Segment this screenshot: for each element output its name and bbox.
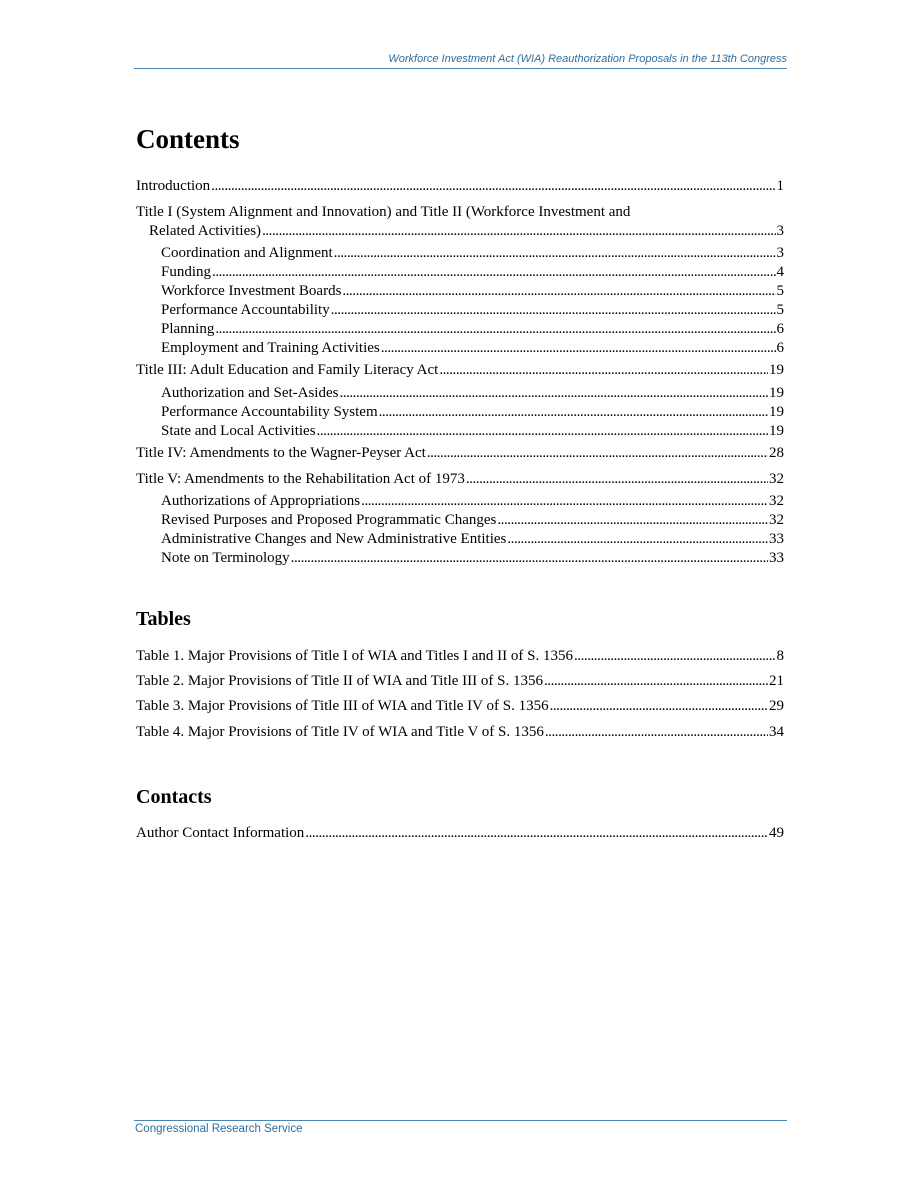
footer-rule bbox=[134, 1120, 787, 1121]
tables-heading: Tables bbox=[136, 608, 191, 630]
contents-heading: Contents bbox=[136, 124, 240, 154]
toc-entry-note-on-terminology[interactable]: Note on Terminology . . . 33 bbox=[161, 549, 784, 568]
toc-entry-coordination-and-alignment[interactable]: Coordination and Alignment . . . 3 bbox=[161, 244, 784, 263]
toc-entry-revised-purposes[interactable]: Revised Purposes and Proposed Programmatic Changes . . . 32 bbox=[161, 511, 784, 530]
toc-entry-state-and-local-activities[interactable]: State and Local Activities . . . 19 bbox=[161, 422, 784, 441]
tables-entry-table-3[interactable]: Table 3. Major Provisions of Title III of WIA and Title IV of S. 1356 . . . 29 bbox=[136, 697, 784, 716]
toc-entry-funding[interactable]: Funding . . . 4 bbox=[161, 263, 784, 282]
toc-entry-performance-accountability-system[interactable]: Performance Accountability System . . . 19 bbox=[161, 403, 784, 422]
tables-entry-table-1[interactable]: Table 1. Major Provisions of Title I of WIA and Titles I and II of S. 1356 . . . 8 bbox=[136, 647, 784, 666]
tables-entry-table-4[interactable]: Table 4. Major Provisions of Title IV of WIA and Title V of S. 1356 . . . 34 bbox=[136, 723, 784, 742]
contacts-entry-author-contact[interactable]: Author Contact Information . . . 49 bbox=[136, 824, 784, 843]
toc-entry-title-iii[interactable]: Title III: Adult Education and Family Literacy Act . . . 19 bbox=[136, 361, 784, 380]
header-rule bbox=[134, 68, 787, 69]
footer-text: Congressional Research Service bbox=[135, 1123, 303, 1135]
toc-entry-authorization-and-set-asides[interactable]: Authorization and Set-Asides . . . 19 bbox=[161, 384, 784, 403]
toc-entry-title-i-ii-line1: Title I (System Alignment and Innovation) and Title II (Workforce Investment and bbox=[136, 204, 631, 220]
toc-entry-introduction[interactable]: Introduction . . . 1 bbox=[136, 177, 784, 196]
toc-entry-title-i-ii[interactable]: Title I (System Alignment and Innovation) and Title II (Workforce Investment and Related Activities) . . . 3 bbox=[136, 203, 784, 241]
toc-entry-employment-and-training[interactable]: Employment and Training Activities . . . 6 bbox=[161, 339, 784, 358]
toc-entry-administrative-changes[interactable]: Administrative Changes and New Administrative Entities . . . 33 bbox=[161, 530, 784, 549]
toc-entry-planning[interactable]: Planning . . . 6 bbox=[161, 320, 784, 339]
contacts-heading: Contacts bbox=[136, 786, 212, 808]
toc-entry-authorizations-of-appropriations[interactable]: Authorizations of Appropriations . . . 32 bbox=[161, 492, 784, 511]
tables-entry-table-2[interactable]: Table 2. Major Provisions of Title II of WIA and Title III of S. 1356 . . . 21 bbox=[136, 672, 784, 691]
toc-entry-workforce-investment-boards[interactable]: Workforce Investment Boards . . . 5 bbox=[161, 282, 784, 301]
toc-entry-performance-accountability[interactable]: Performance Accountability . . . 5 bbox=[161, 301, 784, 320]
toc-entry-title-v[interactable]: Title V: Amendments to the Rehabilitation Act of 1973 . . . 32 bbox=[136, 470, 784, 489]
toc-entry-title-iv[interactable]: Title IV: Amendments to the Wagner-Peyser Act . . . 28 bbox=[136, 444, 784, 463]
running-header: Workforce Investment Act (WIA) Reauthorization Proposals in the 113th Congress bbox=[388, 53, 787, 65]
